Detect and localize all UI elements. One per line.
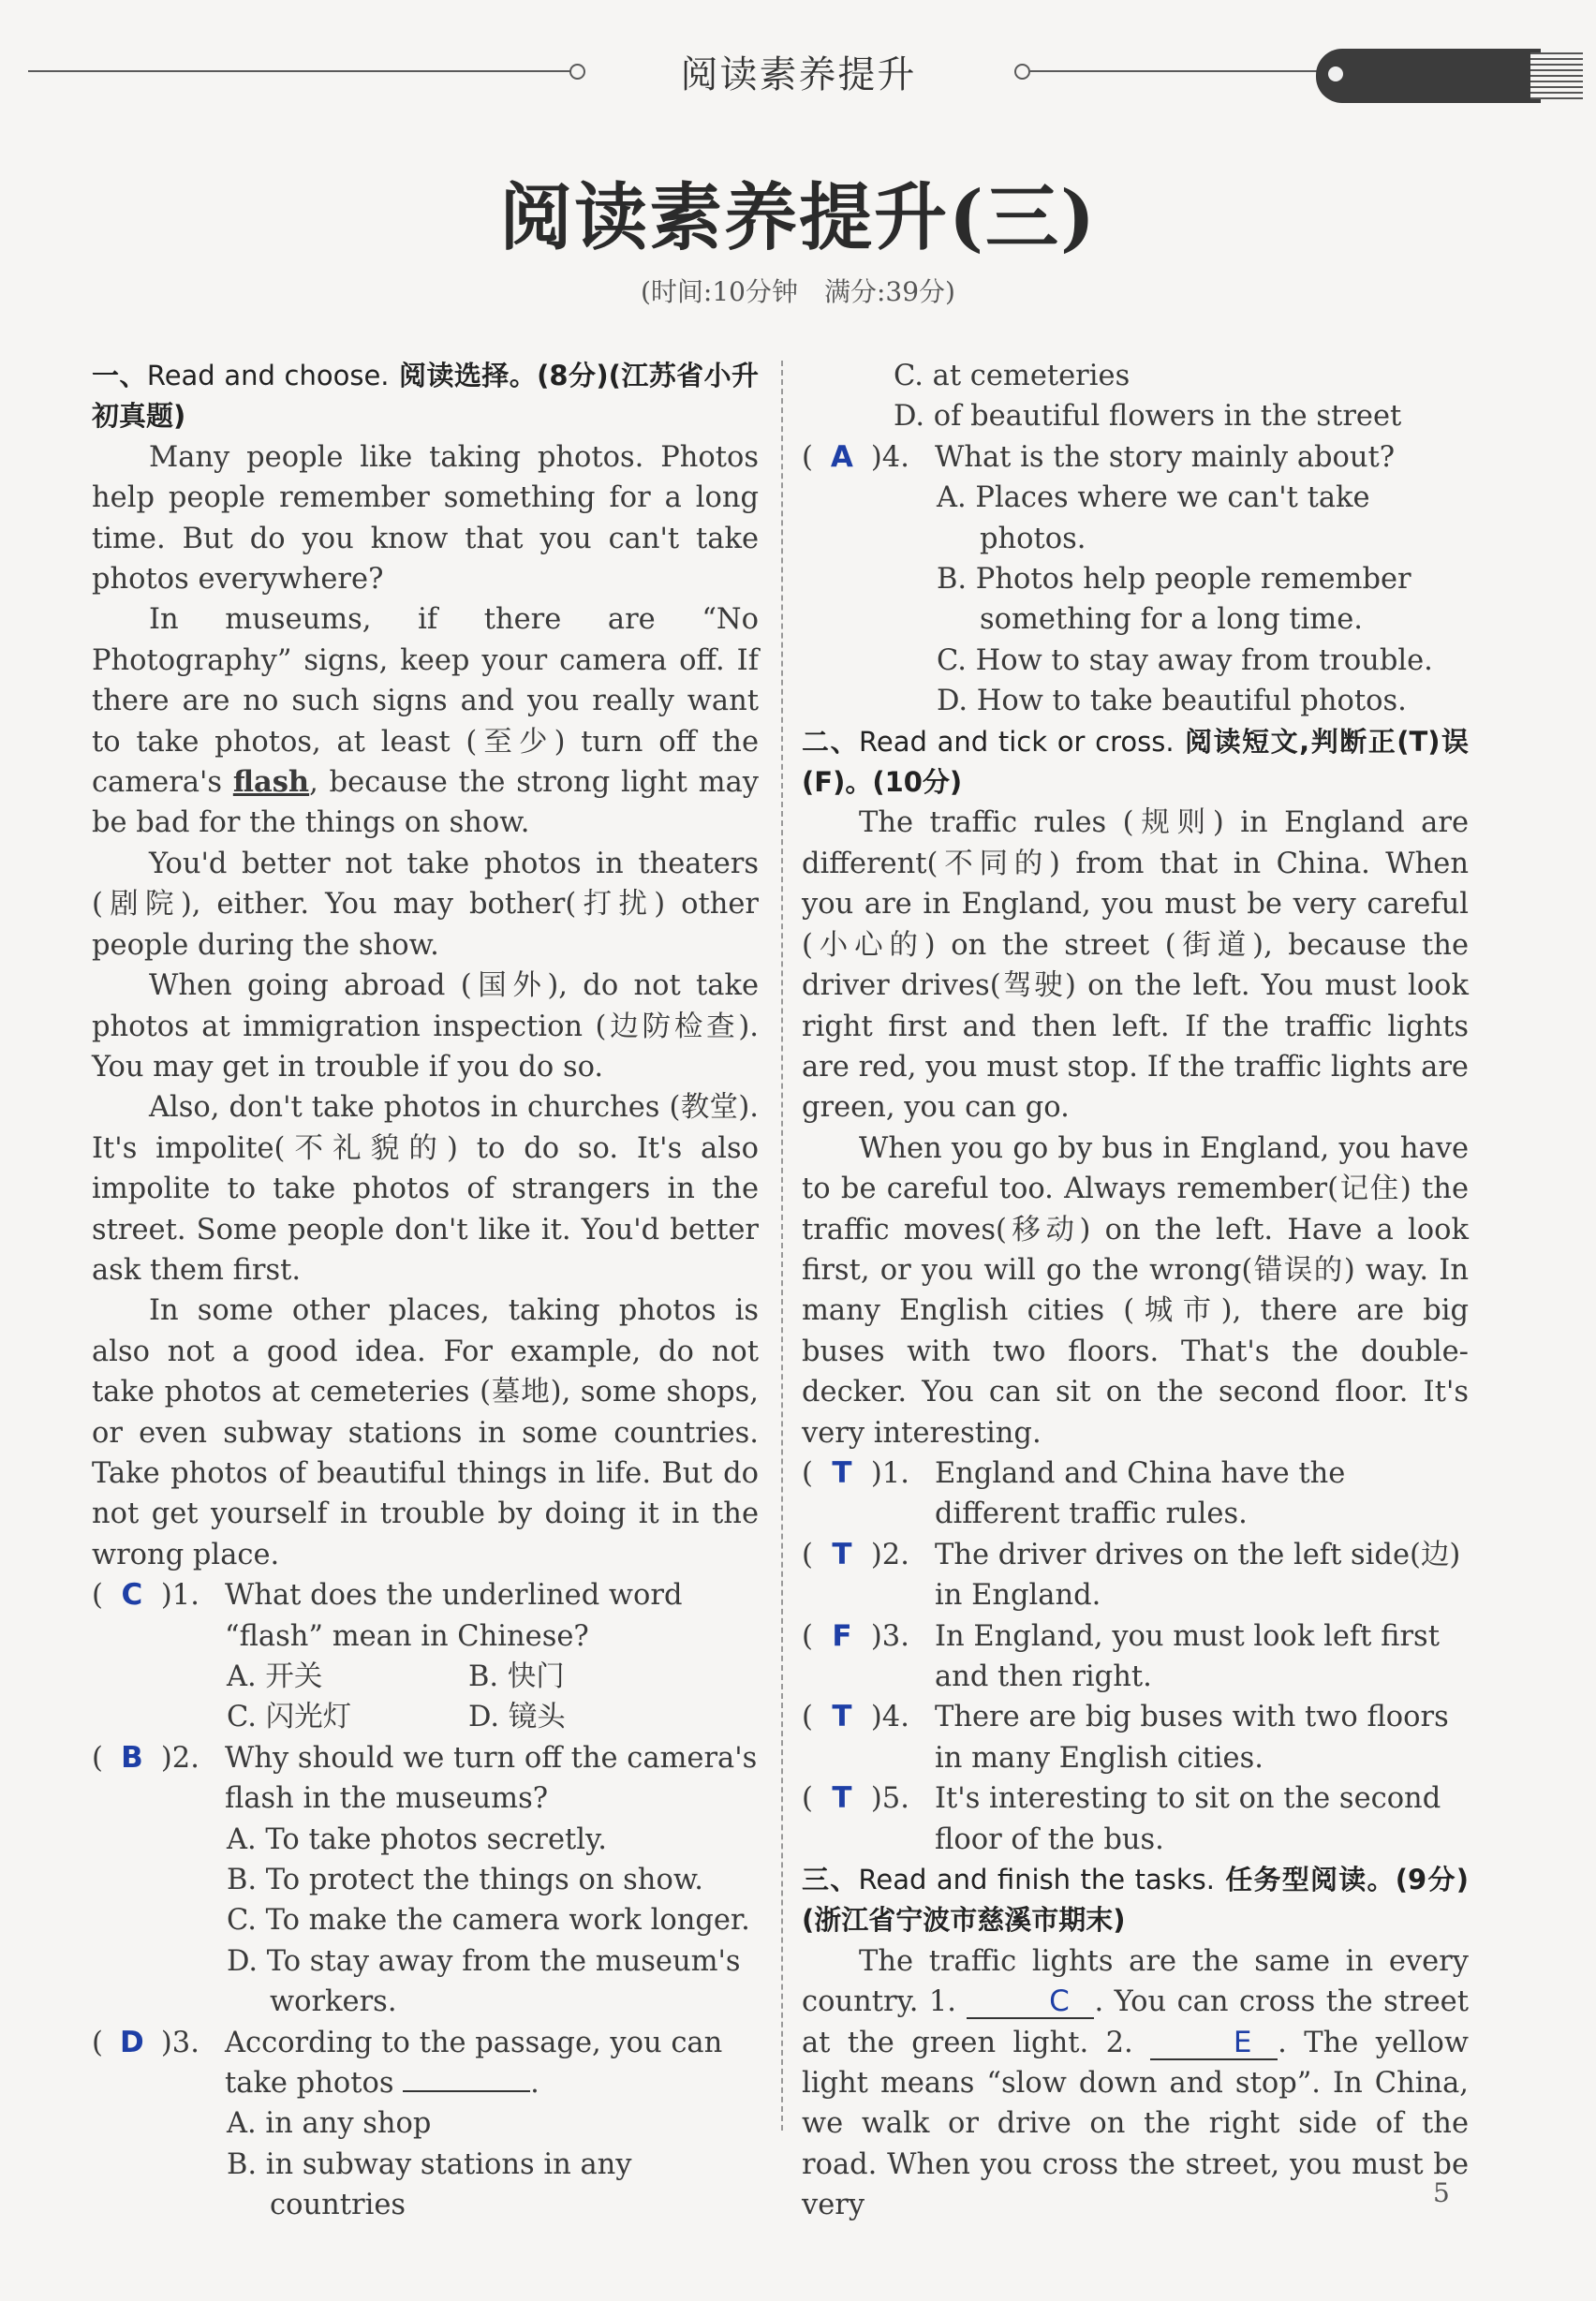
tf-item-2: ( T )2. The driver drives on the left side(边) in England. (802, 1535, 1469, 1616)
tf-item-3: ( F )3. In England, you must look left first and then right. (802, 1616, 1469, 1698)
passage1-paragraph: Also, don't take photos in churches (教堂). It's impolite(不礼貌的) to do so. It's also impolite to take photos of strangers in the street. Some people don't like it. You'd better ask them first. (92, 1091, 759, 1287)
question-1-options-row: C. 闪光灯 D. 镜头 (227, 1701, 566, 1734)
page-number: 5 (1433, 2177, 1450, 2208)
question-4: ( A )4. What is the story mainly about? (802, 437, 1469, 478)
passage2-paragraph: When you go by bus in England, you have to be careful too. Always remember(记住) the traffic moves(移动) on the left. Have a look first, or you will go the wrong(错误的) way. In many English cities (城市), there are big buses with two floors. That's the double-decker. You can sit on the second floor. It's very interesting. (802, 1131, 1469, 1450)
tf-answer-5: T (832, 1781, 852, 1816)
fill-blank-2[interactable]: E (1150, 2027, 1278, 2060)
tf-answer-2: T (832, 1537, 852, 1571)
section1-heading: 一、Read and choose. 阅读选择。(8分)(江苏省小升初真题) (92, 360, 759, 433)
underlined-word-flash: flash (232, 765, 310, 800)
question-4-option: A. Places where we can't take photos. (937, 481, 1370, 555)
question-3-blank (403, 2064, 530, 2092)
question-4-option: D. How to take beautiful photos. (937, 685, 1407, 718)
tf-answer-3: F (832, 1618, 852, 1653)
passage1-paragraph: You'd better not take photos in theaters (剧院), either. You may bother(打扰) other people during the show. (92, 847, 759, 962)
answer-4: A (830, 439, 853, 474)
fill-blank-1[interactable]: C (967, 1985, 1094, 2019)
question-3-option: C. at cemeteries (894, 360, 1130, 392)
tf-item-1: ( T )1. England and China have the different traffic rules. (802, 1453, 1469, 1535)
question-3-option: D. of beautiful flowers in the street (894, 400, 1402, 434)
header-tab-dot (1328, 66, 1343, 81)
running-title: 阅读素养提升 (680, 53, 917, 96)
right-column (802, 356, 1469, 2226)
header-dot-left (569, 64, 585, 80)
answer-2: B (121, 1740, 143, 1775)
question-1: ( C )1. What does the underlined word “flash” mean in Chinese? (92, 1575, 759, 1657)
left-column (92, 356, 759, 2226)
question-3-option: A. in any shop (227, 2107, 432, 2141)
question-3-option: B. in subway stations in any countries (227, 2147, 632, 2222)
header-tab (1316, 49, 1541, 103)
question-2-option: C. To make the camera work longer. (227, 1904, 750, 1938)
question-1-options-row: A. 开关 B. 快门 (227, 1660, 565, 1693)
passage1-paragraph: When going abroad (国外), do not take photos at immigration inspection (边防检查). You may get in trouble if you do so. (92, 969, 759, 1084)
tf-item-5: ( T )5. It's interesting to sit on the second floor of the bus. (802, 1778, 1469, 1860)
passage1-paragraph: In some other places, taking photos is also not a good idea. For example, do not take photos at cemeteries (墓地), some shops, or even subway stations in some countries. Take photos of beautiful things in life. But do not get yourself in trouble by doing it in the wrong place. (92, 1294, 759, 1571)
passage1-paragraph: In museums, if there are “No Photography” signs, keep your camera off. If there are no such signs and you really want to take photos, at least (至少) turn off the camera's flash, because the strong light may be bad for the things on show. (92, 603, 760, 840)
section2-heading: 二、Read and tick or cross. 阅读短文,判断正(T)误(F)。(10分) (802, 725, 1469, 799)
tf-answer-1: T (832, 1455, 852, 1490)
section3-heading: 三、Read and finish the tasks. 任务型阅读。(9分)(浙江省宁波市慈溪市期末) (802, 1864, 1469, 1937)
tf-item-4: ( T )4. There are big buses with two floors in many English cities. (802, 1697, 1469, 1778)
question-2-option: A. To take photos secretly. (227, 1822, 607, 1856)
header-dot-right (1014, 64, 1030, 80)
question-4-option: B. Photos help people remember something for a long time. (937, 563, 1411, 637)
header-rule-right (1030, 70, 1321, 72)
header-rule-left (28, 70, 571, 72)
header-stripes (1530, 52, 1583, 99)
question-2-option: D. To stay away from the museum's workers. (227, 1944, 741, 2019)
page-title: 阅读素养提升(三) (499, 175, 1097, 260)
time-score-info: (时间:10分钟 满分:39分) (641, 276, 955, 307)
question-4-option: C. How to stay away from trouble. (937, 643, 1433, 677)
answer-1: C (121, 1578, 143, 1613)
tf-answer-4: T (832, 1700, 852, 1734)
passage1-paragraph: Many people like taking photos. Photos help people remember something for a long time. But do you know that you can't take photos everywhere? (92, 440, 759, 597)
question-3: ( D )3. According to the passage, you can take photos . (92, 2023, 759, 2104)
question-2: ( B )2. Why should we turn off the camera's flash in the museums? (92, 1738, 759, 1820)
question-2-option: B. To protect the things on show. (227, 1864, 703, 1897)
column-divider (781, 361, 783, 2131)
passage3-paragraph: The traffic lights are the same in every country. 1. C . You can cross the street at the green light. 2. E . The yellow light means “slow down and stop”. In China, we walk or drive on the right side of the road. When you cross the street, you must be very (802, 1944, 1469, 2222)
answer-3: D (120, 2025, 144, 2059)
passage2-paragraph: The traffic rules (规则) in England are different(不同的) from that in China. When you are in England, you must be very careful (小心的) on the street (街道), because the driver drives(驾驶) on the left. You must look right first and then left. If the traffic lights are red, you must stop. If the traffic lights are green, you can go. (802, 806, 1469, 1125)
